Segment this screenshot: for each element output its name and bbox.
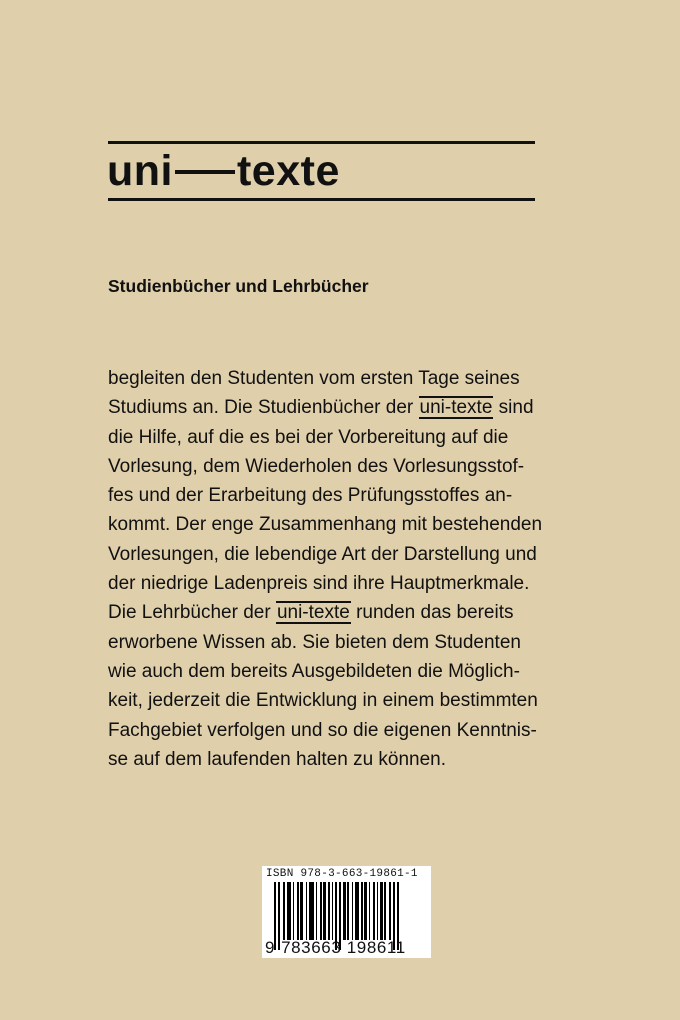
subtitle: Studienbücher und Lehrbücher: [108, 276, 369, 296]
blurb-line: fes und der Erarbeitung des Prüfungsstoffes an-: [108, 485, 513, 507]
isbn-barcode: [262, 866, 431, 958]
blurb-paragraph: [108, 364, 568, 774]
blurb-line: die Hilfe, auf die es bei der Vorbereitung auf die: [108, 426, 509, 448]
blurb-line: der niedrige Ladenpreis sind ihre Hauptmerkmale.: [108, 573, 530, 595]
series-logo-dash: [175, 170, 235, 174]
series-mark-inline: uni-texte: [419, 397, 493, 419]
series-logo-right: texte: [236, 147, 340, 195]
blurb-line: Fachgebiet verfolgen und so die eigenen Kenntnis-: [108, 719, 537, 741]
blurb-line: begleiten den Studenten vom ersten Tage seines: [108, 368, 520, 389]
blurb-line: se auf dem laufenden halten zu können.: [108, 748, 447, 770]
series-logo-left: uni: [107, 147, 173, 195]
blurb-line: kommt. Der enge Zusammenhang mit bestehenden: [108, 514, 543, 536]
series-mark-inline: uni-texte: [276, 602, 350, 624]
series-logo: [107, 146, 340, 196]
blurb-line: Studiums an. Die Studienbücher der uni-texte sind: [108, 397, 534, 419]
blurb-line: Vorlesungen, die lebendige Art der Darstellung und: [108, 543, 537, 565]
blurb-line: Vorlesung, dem Wiederholen des Vorlesungsstof-: [108, 455, 525, 477]
barcode-digits: 9 783663 198611: [265, 938, 406, 957]
barcode-bars-icon: [274, 882, 424, 940]
blurb-line: keit, jederzeit die Entwicklung in einem bestimmten: [108, 690, 538, 712]
blurb-line: Die Lehrbücher der uni-texte runden das bereits: [108, 602, 514, 624]
logo-top-rule: [108, 141, 535, 144]
blurb-line: erworbene Wissen ab. Sie bieten dem Studenten: [108, 631, 521, 653]
blurb-line: wie auch dem bereits Ausgebildeten die Möglich-: [108, 660, 520, 682]
isbn-label: ISBN 978-3-663-19861-1: [266, 868, 418, 880]
logo-bottom-rule: [108, 198, 535, 201]
